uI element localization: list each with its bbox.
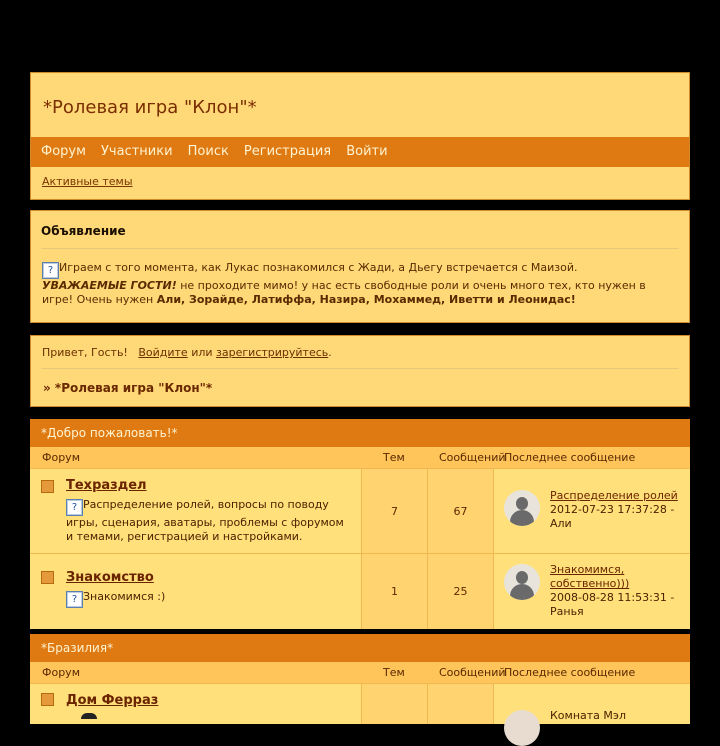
category-title[interactable]: *Добро пожаловать!* [30,419,690,447]
category-brazil [30,634,690,720]
forum-title[interactable]: Техраздел [66,478,147,493]
last-post [493,684,691,724]
message-count: 25 [427,554,493,629]
column-headers [30,662,690,683]
greeting-line [42,346,332,359]
col-messages: Сообщений [439,666,506,679]
forum-desc-text: Распределение ролей, вопросы по поводу игры, сценария, аватары, проблемы с форумом и темами, регистрацией и настройками. [66,498,344,543]
forum-status-icon [41,480,54,493]
register-link[interactable]: зарегистрируйтесь [216,346,329,359]
last-post-link[interactable]: Знакомимся, собственно))) [550,563,630,590]
forum-desc [66,498,351,544]
greeting-dot: . [328,346,332,359]
message-count [427,684,493,724]
active-topics-link[interactable]: Активные темы [42,175,133,188]
col-forum: Форум [42,666,80,679]
nav-forum[interactable]: Форум [41,144,86,159]
broken-image-icon: ? [66,499,83,516]
forum-desc-text: Знакомимся :) [83,590,166,603]
broken-image-icon: ? [66,591,83,608]
topic-count: 1 [361,554,427,629]
announcement-line2: не проходите мимо! у нас есть свободные роли и очень много тех, кто нужен в игре! Очень нужен [42,279,646,306]
forum-status-icon [41,571,54,584]
forum-desc [66,590,351,608]
last-post-link[interactable]: Комната Мэл [550,709,626,722]
nav-search[interactable]: Поиск [187,144,229,159]
topic-count: 7 [361,469,427,553]
avatar [504,564,540,600]
last-post-user: Ранья [550,605,584,618]
announcement-heading: Объявление [41,224,126,238]
site-title[interactable]: *Ролевая игра "Клон"* [43,97,257,118]
last-post-date: 2012-07-23 17:37:28 - [550,503,675,516]
nav-login[interactable]: Войти [346,144,388,159]
forum-image-icon [81,713,97,719]
nav-members[interactable]: Участники [101,144,173,159]
col-topics: Тем [383,451,405,464]
col-last: Последнее сообщение [504,666,636,679]
forum-status-icon [41,693,54,706]
broken-image-icon: ? [42,262,59,279]
announcement-needed: Али, Зорайде, Латиффа, Назира, Мохаммед, Иветти и Леонидас! [156,293,576,306]
announcement-guests: УВАЖАЕМЫЕ ГОСТИ! [42,279,177,292]
topic-count [361,684,427,724]
greeting-or: или [191,346,213,359]
forum-title[interactable]: Дом Феррaз [66,693,159,708]
login-link[interactable]: Войдите [138,346,188,359]
announcement-box [30,210,690,323]
column-headers [30,447,690,468]
forum-row [30,553,690,629]
last-post [493,554,691,629]
nav-register[interactable]: Регистрация [243,144,332,159]
breadcrumb[interactable]: » *Ролевая игра "Клон"* [43,381,213,395]
forum-header [30,72,690,200]
last-post-user: Али [550,517,572,530]
announcement-text [42,261,662,307]
divider [41,248,679,249]
divider [41,368,679,369]
avatar [504,490,540,526]
message-count: 67 [427,469,493,553]
col-topics: Тем [383,666,405,679]
col-forum: Форум [42,451,80,464]
last-post-link[interactable]: Распределение ролей [550,489,678,502]
forum-title[interactable]: Знакомство [66,570,154,585]
greeting-hello: Привет, Гость! [42,346,128,359]
last-post [493,469,691,553]
col-messages: Сообщений [439,451,506,464]
announcement-line1: Играем с того момента, как Лукас познакомился с Жади, а Дьегу встречается с Маизой. [59,261,578,274]
category-title[interactable]: *Бразилия* [30,634,690,662]
last-post-date: 2008-08-28 11:53:31 - [550,591,675,604]
forum-row [30,468,690,553]
category-welcome [30,419,690,628]
sub-nav [42,175,133,188]
greeting-box [30,335,690,407]
avatar [504,710,540,746]
main-nav [31,137,689,167]
col-last: Последнее сообщение [504,451,636,464]
forum-row [30,683,690,724]
